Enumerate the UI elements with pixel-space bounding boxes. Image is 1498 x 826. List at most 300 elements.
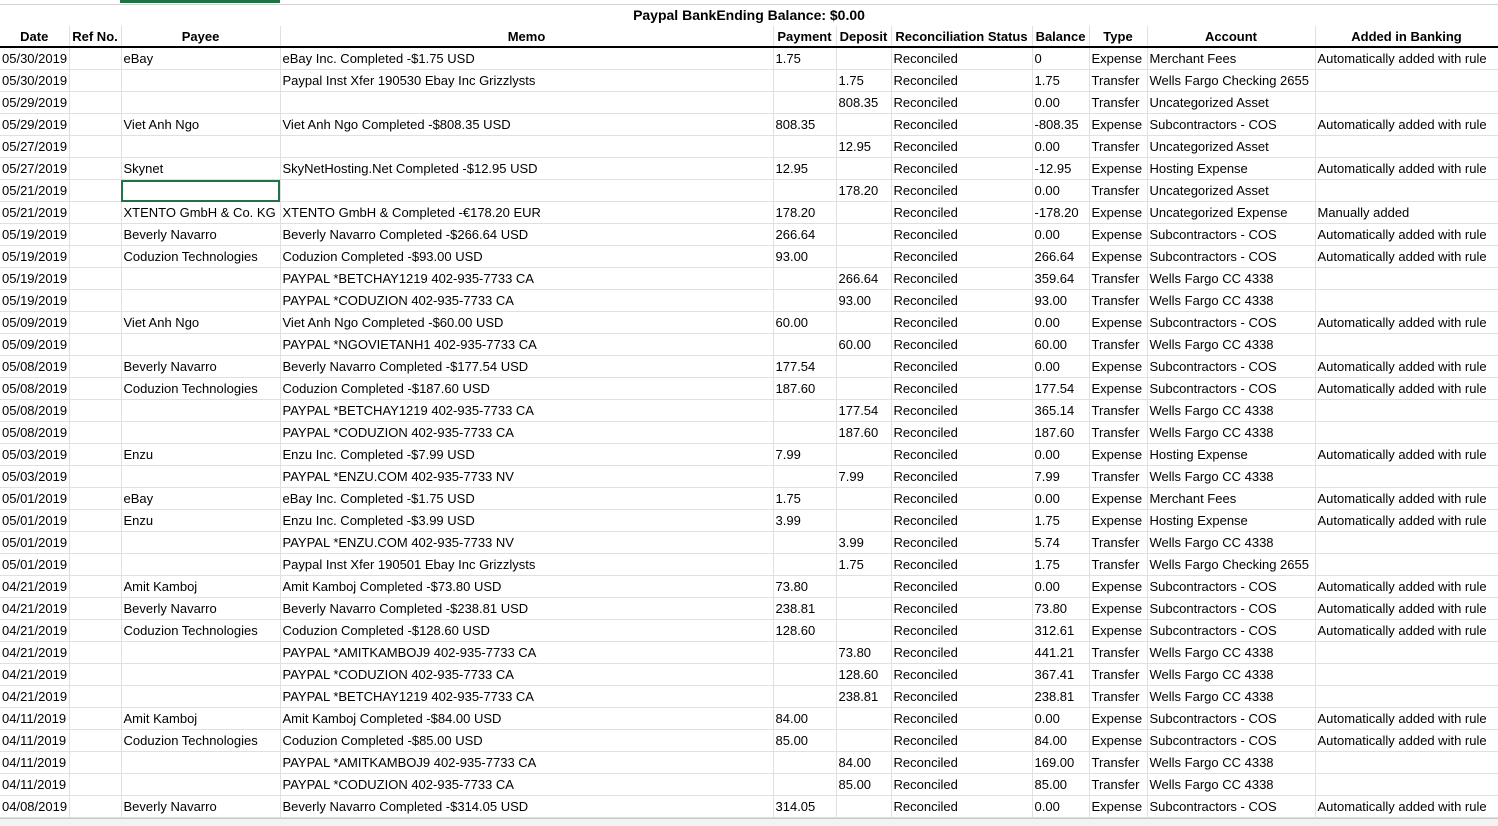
cell-balance[interactable]: 0.00 [1032,488,1089,510]
cell-date[interactable]: 04/21/2019 [0,620,69,642]
cell-account[interactable]: Uncategorized Asset [1147,92,1315,114]
cell-memo[interactable]: PAYPAL *CODUZION 402-935-7733 CA [280,774,773,796]
cell-type[interactable]: Expense [1089,510,1147,532]
cell-added-in-banking[interactable] [1315,686,1498,708]
cell-reconciliation-status[interactable]: Reconciled [891,752,1032,774]
cell-reconciliation-status[interactable]: Reconciled [891,268,1032,290]
cell-balance[interactable]: 0.00 [1032,356,1089,378]
cell-payment[interactable]: 314.05 [773,796,836,818]
cell-payee[interactable] [121,400,280,422]
cell-payee[interactable] [121,268,280,290]
cell-payment[interactable] [773,752,836,774]
cell-date[interactable]: 05/27/2019 [0,136,69,158]
cell-payee[interactable]: Coduzion Technologies [121,246,280,268]
column-header-deposit[interactable]: Deposit [836,26,891,47]
cell-reconciliation-status[interactable]: Reconciled [891,92,1032,114]
cell-payment[interactable]: 808.35 [773,114,836,136]
cell-account[interactable]: Wells Fargo CC 4338 [1147,268,1315,290]
cell-deposit[interactable]: 93.00 [836,290,891,312]
cell-reconciliation-status[interactable]: Reconciled [891,378,1032,400]
cell-memo[interactable]: eBay Inc. Completed -$1.75 USD [280,488,773,510]
cell-balance[interactable]: 0.00 [1032,136,1089,158]
cell-payee[interactable] [121,532,280,554]
cell-reconciliation-status[interactable]: Reconciled [891,554,1032,576]
cell-balance[interactable]: 0.00 [1032,444,1089,466]
cell-ref-no[interactable] [69,686,121,708]
cell-payment[interactable] [773,92,836,114]
cell-balance[interactable]: 0.00 [1032,224,1089,246]
cell-payment[interactable]: 178.20 [773,202,836,224]
cell-payment[interactable]: 266.64 [773,224,836,246]
cell-deposit[interactable] [836,598,891,620]
cell-ref-no[interactable] [69,620,121,642]
cell-balance[interactable]: 0.00 [1032,576,1089,598]
cell-memo[interactable]: Beverly Navarro Completed -$238.81 USD [280,598,773,620]
cell-payment[interactable] [773,642,836,664]
cell-deposit[interactable] [836,246,891,268]
cell-added-in-banking[interactable]: Automatically added with rule [1315,598,1498,620]
cell-memo[interactable]: PAYPAL *CODUZION 402-935-7733 CA [280,664,773,686]
cell-balance[interactable]: 7.99 [1032,466,1089,488]
cell-type[interactable]: Expense [1089,202,1147,224]
cell-date[interactable]: 05/03/2019 [0,444,69,466]
cell-memo[interactable]: Amit Kamboj Completed -$84.00 USD [280,708,773,730]
cell-balance[interactable]: 238.81 [1032,686,1089,708]
cell-deposit[interactable] [836,356,891,378]
cell-deposit[interactable] [836,796,891,818]
cell-balance[interactable]: 1.75 [1032,554,1089,576]
cell-payment[interactable]: 93.00 [773,246,836,268]
cell-added-in-banking[interactable] [1315,752,1498,774]
cell-added-in-banking[interactable] [1315,180,1498,202]
cell-memo[interactable]: Enzu Inc. Completed -$3.99 USD [280,510,773,532]
cell-added-in-banking[interactable] [1315,92,1498,114]
cell-deposit[interactable] [836,47,891,70]
cell-memo[interactable]: Viet Anh Ngo Completed -$60.00 USD [280,312,773,334]
column-header-memo[interactable]: Memo [280,26,773,47]
cell-memo[interactable]: Beverly Navarro Completed -$177.54 USD [280,356,773,378]
cell-reconciliation-status[interactable]: Reconciled [891,532,1032,554]
cell-reconciliation-status[interactable]: Reconciled [891,114,1032,136]
cell-account[interactable]: Wells Fargo CC 4338 [1147,686,1315,708]
cell-ref-no[interactable] [69,378,121,400]
column-header-type[interactable]: Type [1089,26,1147,47]
cell-payee[interactable] [121,642,280,664]
cell-account[interactable]: Hosting Expense [1147,510,1315,532]
cell-payment[interactable]: 1.75 [773,488,836,510]
cell-added-in-banking[interactable]: Automatically added with rule [1315,730,1498,752]
cell-memo[interactable]: Coduzion Completed -$85.00 USD [280,730,773,752]
cell-payee[interactable]: Viet Anh Ngo [121,114,280,136]
cell-added-in-banking[interactable]: Automatically added with rule [1315,312,1498,334]
cell-added-in-banking[interactable]: Manually added [1315,202,1498,224]
cell-payment[interactable]: 60.00 [773,312,836,334]
cell-ref-no[interactable] [69,70,121,92]
cell-ref-no[interactable] [69,796,121,818]
cell-added-in-banking[interactable] [1315,774,1498,796]
cell-date[interactable]: 04/11/2019 [0,752,69,774]
cell-payment[interactable]: 187.60 [773,378,836,400]
cell-payment[interactable] [773,180,836,202]
cell-type[interactable]: Transfer [1089,752,1147,774]
cell-deposit[interactable] [836,620,891,642]
cell-deposit[interactable]: 3.99 [836,532,891,554]
cell-reconciliation-status[interactable]: Reconciled [891,444,1032,466]
cell-deposit[interactable] [836,158,891,180]
cell-added-in-banking[interactable]: Automatically added with rule [1315,444,1498,466]
cell-payment[interactable]: 84.00 [773,708,836,730]
cell-account[interactable]: Subcontractors - COS [1147,246,1315,268]
cell-ref-no[interactable] [69,664,121,686]
cell-date[interactable]: 04/21/2019 [0,686,69,708]
cell-balance[interactable]: -12.95 [1032,158,1089,180]
cell-type[interactable]: Transfer [1089,290,1147,312]
column-header-added-in-banking[interactable]: Added in Banking [1315,26,1498,47]
cell-reconciliation-status[interactable]: Reconciled [891,774,1032,796]
cell-deposit[interactable]: 73.80 [836,642,891,664]
cell-account[interactable]: Uncategorized Asset [1147,180,1315,202]
cell-payment[interactable]: 73.80 [773,576,836,598]
cell-memo[interactable]: Viet Anh Ngo Completed -$808.35 USD [280,114,773,136]
cell-balance[interactable]: 266.64 [1032,246,1089,268]
cell-type[interactable]: Transfer [1089,180,1147,202]
cell-memo[interactable]: XTENTO GmbH & Completed -€178.20 EUR [280,202,773,224]
cell-payee[interactable]: Coduzion Technologies [121,730,280,752]
cell-added-in-banking[interactable]: Automatically added with rule [1315,576,1498,598]
cell-reconciliation-status[interactable]: Reconciled [891,422,1032,444]
cell-payment[interactable] [773,268,836,290]
cell-date[interactable]: 04/21/2019 [0,576,69,598]
cell-payment[interactable]: 85.00 [773,730,836,752]
cell-payee[interactable]: Beverly Navarro [121,224,280,246]
cell-payment[interactable]: 238.81 [773,598,836,620]
cell-balance[interactable]: 0.00 [1032,796,1089,818]
cell-deposit[interactable] [836,312,891,334]
cell-deposit[interactable]: 7.99 [836,466,891,488]
cell-account[interactable]: Subcontractors - COS [1147,312,1315,334]
cell-payee[interactable] [121,92,280,114]
cell-balance[interactable]: 1.75 [1032,510,1089,532]
cell-payment[interactable] [773,422,836,444]
cell-added-in-banking[interactable] [1315,554,1498,576]
cell-added-in-banking[interactable]: Automatically added with rule [1315,708,1498,730]
cell-ref-no[interactable] [69,334,121,356]
cell-payee[interactable] [121,554,280,576]
cell-memo[interactable]: Coduzion Completed -$93.00 USD [280,246,773,268]
cell-date[interactable]: 05/03/2019 [0,466,69,488]
cell-added-in-banking[interactable]: Automatically added with rule [1315,114,1498,136]
cell-deposit[interactable] [836,114,891,136]
cell-account[interactable]: Wells Fargo CC 4338 [1147,466,1315,488]
cell-reconciliation-status[interactable]: Reconciled [891,246,1032,268]
cell-added-in-banking[interactable] [1315,268,1498,290]
cell-account[interactable]: Wells Fargo CC 4338 [1147,422,1315,444]
cell-ref-no[interactable] [69,554,121,576]
cell-deposit[interactable] [836,444,891,466]
cell-added-in-banking[interactable] [1315,642,1498,664]
cell-date[interactable]: 05/27/2019 [0,158,69,180]
cell-ref-no[interactable] [69,532,121,554]
cell-reconciliation-status[interactable]: Reconciled [891,598,1032,620]
cell-date[interactable]: 05/19/2019 [0,290,69,312]
cell-deposit[interactable]: 266.64 [836,268,891,290]
cell-account[interactable]: Merchant Fees [1147,47,1315,70]
cell-balance[interactable]: -808.35 [1032,114,1089,136]
cell-reconciliation-status[interactable]: Reconciled [891,576,1032,598]
cell-added-in-banking[interactable] [1315,664,1498,686]
cell-added-in-banking[interactable] [1315,290,1498,312]
cell-added-in-banking[interactable]: Automatically added with rule [1315,356,1498,378]
cell-reconciliation-status[interactable]: Reconciled [891,47,1032,70]
cell-reconciliation-status[interactable]: Reconciled [891,180,1032,202]
cell-added-in-banking[interactable] [1315,400,1498,422]
cell-deposit[interactable]: 128.60 [836,664,891,686]
cell-deposit[interactable]: 187.60 [836,422,891,444]
cell-deposit[interactable] [836,202,891,224]
cell-payee[interactable] [121,180,280,202]
cell-deposit[interactable]: 1.75 [836,554,891,576]
cell-account[interactable]: Subcontractors - COS [1147,796,1315,818]
cell-balance[interactable]: 441.21 [1032,642,1089,664]
column-header-payment[interactable]: Payment [773,26,836,47]
cell-memo[interactable]: Coduzion Completed -$128.60 USD [280,620,773,642]
cell-deposit[interactable] [836,576,891,598]
cell-payment[interactable]: 12.95 [773,158,836,180]
cell-ref-no[interactable] [69,202,121,224]
cell-ref-no[interactable] [69,224,121,246]
cell-added-in-banking[interactable] [1315,334,1498,356]
cell-reconciliation-status[interactable]: Reconciled [891,334,1032,356]
cell-deposit[interactable]: 238.81 [836,686,891,708]
cell-payee[interactable]: Beverly Navarro [121,356,280,378]
cell-balance[interactable]: 84.00 [1032,730,1089,752]
cell-memo[interactable]: PAYPAL *AMITKAMBOJ9 402-935-7733 CA [280,642,773,664]
cell-account[interactable]: Wells Fargo CC 4338 [1147,752,1315,774]
cell-type[interactable]: Transfer [1089,774,1147,796]
cell-type[interactable]: Transfer [1089,92,1147,114]
cell-payee[interactable] [121,664,280,686]
cell-type[interactable]: Expense [1089,356,1147,378]
cell-type[interactable]: Transfer [1089,70,1147,92]
cell-added-in-banking[interactable]: Automatically added with rule [1315,796,1498,818]
cell-payment[interactable] [773,136,836,158]
cell-type[interactable]: Expense [1089,47,1147,70]
cell-account[interactable]: Merchant Fees [1147,488,1315,510]
cell-balance[interactable]: 85.00 [1032,774,1089,796]
cell-date[interactable]: 05/08/2019 [0,400,69,422]
cell-type[interactable]: Transfer [1089,554,1147,576]
cell-account[interactable]: Wells Fargo Checking 2655 [1147,70,1315,92]
cell-date[interactable]: 04/21/2019 [0,642,69,664]
cell-type[interactable]: Expense [1089,620,1147,642]
cell-reconciliation-status[interactable]: Reconciled [891,224,1032,246]
cell-date[interactable]: 05/30/2019 [0,70,69,92]
cell-memo[interactable]: PAYPAL *BETCHAY1219 402-935-7733 CA [280,268,773,290]
cell-payment[interactable] [773,686,836,708]
cell-date[interactable]: 05/29/2019 [0,114,69,136]
cell-ref-no[interactable] [69,114,121,136]
cell-payment[interactable]: 1.75 [773,47,836,70]
cell-deposit[interactable]: 177.54 [836,400,891,422]
cell-balance[interactable]: 5.74 [1032,532,1089,554]
cell-date[interactable]: 05/08/2019 [0,422,69,444]
cell-date[interactable]: 05/08/2019 [0,356,69,378]
cell-ref-no[interactable] [69,488,121,510]
cell-payment[interactable] [773,664,836,686]
cell-type[interactable]: Expense [1089,488,1147,510]
cell-balance[interactable]: 177.54 [1032,378,1089,400]
cell-added-in-banking[interactable]: Automatically added with rule [1315,158,1498,180]
cell-date[interactable]: 04/08/2019 [0,796,69,818]
cell-payee[interactable] [121,774,280,796]
cell-account[interactable]: Subcontractors - COS [1147,620,1315,642]
cell-payment[interactable]: 7.99 [773,444,836,466]
cell-added-in-banking[interactable]: Automatically added with rule [1315,47,1498,70]
cell-payee[interactable] [121,466,280,488]
cell-payment[interactable] [773,532,836,554]
cell-added-in-banking[interactable] [1315,422,1498,444]
cell-payment[interactable] [773,400,836,422]
cell-type[interactable]: Expense [1089,378,1147,400]
cell-memo[interactable]: Coduzion Completed -$187.60 USD [280,378,773,400]
cell-memo[interactable] [280,180,773,202]
cell-deposit[interactable]: 12.95 [836,136,891,158]
cell-account[interactable]: Subcontractors - COS [1147,114,1315,136]
cell-account[interactable]: Subcontractors - COS [1147,356,1315,378]
cell-account[interactable]: Wells Fargo CC 4338 [1147,532,1315,554]
cell-added-in-banking[interactable] [1315,70,1498,92]
cell-balance[interactable]: 169.00 [1032,752,1089,774]
cell-reconciliation-status[interactable]: Reconciled [891,664,1032,686]
cell-reconciliation-status[interactable]: Reconciled [891,488,1032,510]
cell-payee[interactable] [121,136,280,158]
cell-payee[interactable] [121,422,280,444]
cell-ref-no[interactable] [69,774,121,796]
cell-type[interactable]: Transfer [1089,400,1147,422]
cell-balance[interactable]: 365.14 [1032,400,1089,422]
cell-memo[interactable]: PAYPAL *CODUZION 402-935-7733 CA [280,290,773,312]
cell-payment[interactable] [773,334,836,356]
cell-account[interactable]: Wells Fargo CC 4338 [1147,334,1315,356]
cell-balance[interactable]: 0 [1032,47,1089,70]
cell-memo[interactable]: eBay Inc. Completed -$1.75 USD [280,47,773,70]
cell-reconciliation-status[interactable]: Reconciled [891,136,1032,158]
cell-ref-no[interactable] [69,510,121,532]
cell-balance[interactable]: 0.00 [1032,180,1089,202]
cell-payee[interactable]: Skynet [121,158,280,180]
cell-type[interactable]: Transfer [1089,686,1147,708]
cell-memo[interactable]: PAYPAL *AMITKAMBOJ9 402-935-7733 CA [280,752,773,774]
cell-ref-no[interactable] [69,312,121,334]
cell-payment[interactable]: 3.99 [773,510,836,532]
cell-added-in-banking[interactable]: Automatically added with rule [1315,510,1498,532]
cell-ref-no[interactable] [69,158,121,180]
cell-type[interactable]: Expense [1089,246,1147,268]
cell-type[interactable]: Transfer [1089,334,1147,356]
cell-memo[interactable]: Paypal Inst Xfer 190530 Ebay Inc Grizzlysts [280,70,773,92]
cell-type[interactable]: Expense [1089,114,1147,136]
cell-ref-no[interactable] [69,708,121,730]
cell-payment[interactable] [773,290,836,312]
cell-added-in-banking[interactable]: Automatically added with rule [1315,246,1498,268]
cell-reconciliation-status[interactable]: Reconciled [891,158,1032,180]
cell-account[interactable]: Uncategorized Asset [1147,136,1315,158]
cell-account[interactable]: Wells Fargo CC 4338 [1147,400,1315,422]
cell-deposit[interactable]: 178.20 [836,180,891,202]
cell-balance[interactable]: 359.64 [1032,268,1089,290]
cell-added-in-banking[interactable] [1315,136,1498,158]
cell-account[interactable]: Wells Fargo CC 4338 [1147,642,1315,664]
cell-memo[interactable]: PAYPAL *ENZU.COM 402-935-7733 NV [280,466,773,488]
cell-balance[interactable]: 0.00 [1032,312,1089,334]
cell-memo[interactable]: PAYPAL *CODUZION 402-935-7733 CA [280,422,773,444]
cell-type[interactable]: Transfer [1089,642,1147,664]
cell-ref-no[interactable] [69,180,121,202]
cell-ref-no[interactable] [69,136,121,158]
column-header-balance[interactable]: Balance [1032,26,1089,47]
cell-reconciliation-status[interactable]: Reconciled [891,620,1032,642]
cell-account[interactable]: Wells Fargo Checking 2655 [1147,554,1315,576]
cell-date[interactable]: 05/01/2019 [0,532,69,554]
cell-account[interactable]: Subcontractors - COS [1147,730,1315,752]
cell-memo[interactable]: Beverly Navarro Completed -$266.64 USD [280,224,773,246]
cell-type[interactable]: Expense [1089,444,1147,466]
cell-added-in-banking[interactable]: Automatically added with rule [1315,620,1498,642]
cell-added-in-banking[interactable] [1315,466,1498,488]
cell-payee[interactable]: Beverly Navarro [121,598,280,620]
cell-memo[interactable] [280,136,773,158]
cell-deposit[interactable] [836,510,891,532]
column-header-date[interactable]: Date [0,26,69,47]
cell-reconciliation-status[interactable]: Reconciled [891,730,1032,752]
cell-payee[interactable]: Coduzion Technologies [121,620,280,642]
column-header-reconciliation-status[interactable]: Reconciliation Status [891,26,1032,47]
cell-ref-no[interactable] [69,466,121,488]
column-header-payee[interactable]: Payee [121,26,280,47]
cell-reconciliation-status[interactable]: Reconciled [891,356,1032,378]
cell-payee[interactable]: Amit Kamboj [121,576,280,598]
cell-memo[interactable]: Paypal Inst Xfer 190501 Ebay Inc Grizzlysts [280,554,773,576]
cell-balance[interactable]: 187.60 [1032,422,1089,444]
cell-type[interactable]: Transfer [1089,664,1147,686]
cell-payment[interactable]: 177.54 [773,356,836,378]
cell-type[interactable]: Expense [1089,598,1147,620]
cell-deposit[interactable] [836,708,891,730]
cell-date[interactable]: 05/08/2019 [0,378,69,400]
cell-memo[interactable]: PAYPAL *BETCHAY1219 402-935-7733 CA [280,400,773,422]
cell-reconciliation-status[interactable]: Reconciled [891,708,1032,730]
cell-type[interactable]: Expense [1089,576,1147,598]
cell-balance[interactable]: 312.61 [1032,620,1089,642]
cell-type[interactable]: Expense [1089,158,1147,180]
cell-ref-no[interactable] [69,752,121,774]
cell-added-in-banking[interactable]: Automatically added with rule [1315,488,1498,510]
cell-memo[interactable]: Amit Kamboj Completed -$73.80 USD [280,576,773,598]
cell-account[interactable]: Wells Fargo CC 4338 [1147,774,1315,796]
cell-memo[interactable]: Enzu Inc. Completed -$7.99 USD [280,444,773,466]
cell-deposit[interactable] [836,488,891,510]
cell-account[interactable]: Subcontractors - COS [1147,378,1315,400]
cell-reconciliation-status[interactable]: Reconciled [891,400,1032,422]
cell-memo[interactable] [280,92,773,114]
cell-payment[interactable]: 128.60 [773,620,836,642]
cell-type[interactable]: Expense [1089,708,1147,730]
cell-date[interactable]: 04/11/2019 [0,730,69,752]
cell-deposit[interactable] [836,224,891,246]
cell-payee[interactable]: Enzu [121,444,280,466]
cell-reconciliation-status[interactable]: Reconciled [891,796,1032,818]
cell-date[interactable]: 05/21/2019 [0,180,69,202]
